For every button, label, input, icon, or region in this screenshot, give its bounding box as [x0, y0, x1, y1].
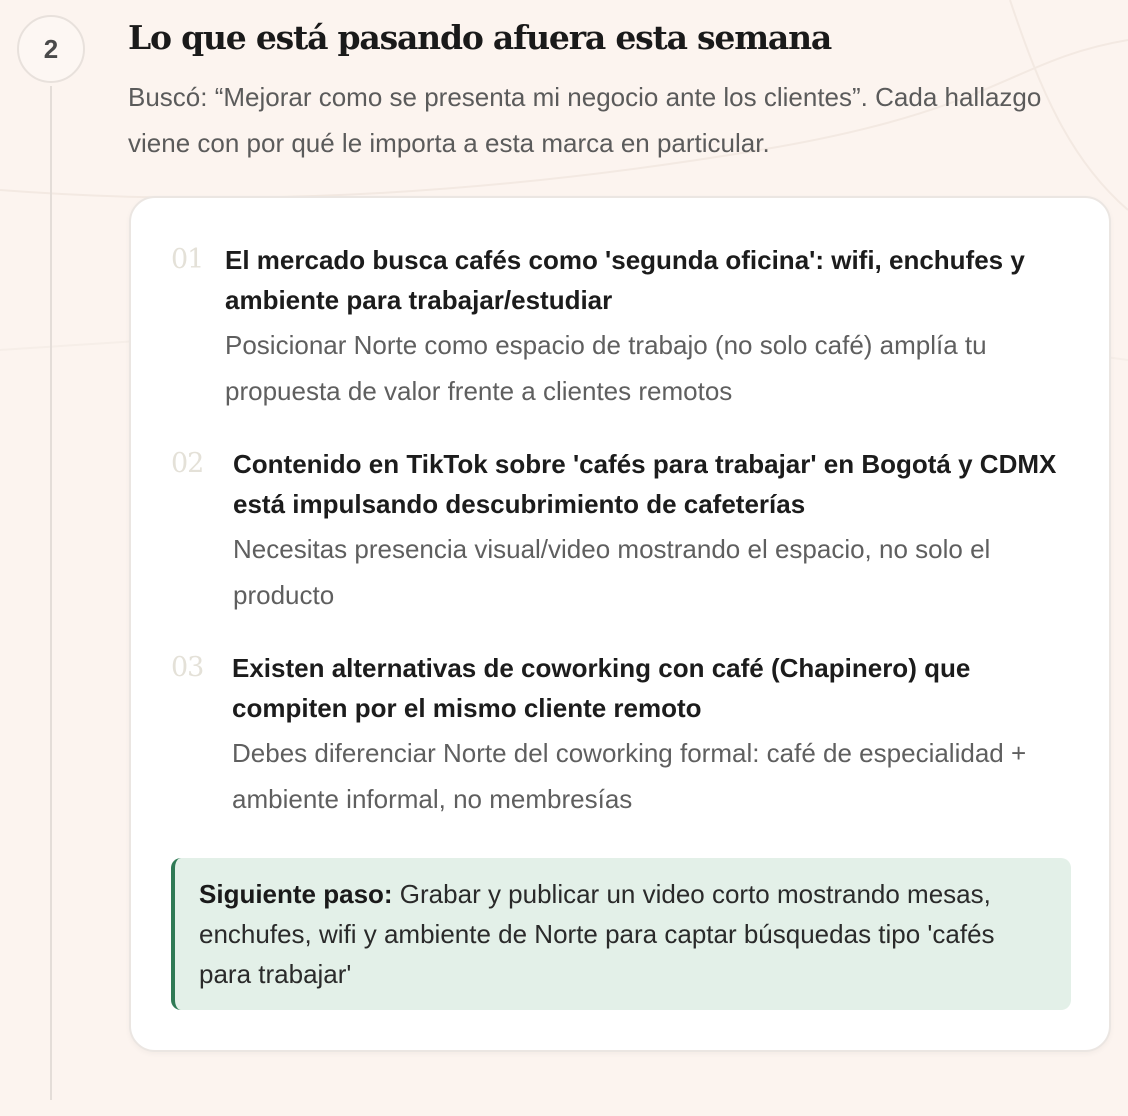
finding-item [171, 240, 1085, 414]
findings-card [129, 196, 1111, 1052]
finding-description: Debes diferenciar Norte del coworking formal: café de especialidad + ambiente informal, no membresías [232, 738, 1027, 814]
finding-number: 02 [171, 448, 204, 479]
finding-description: Posicionar Norte como espacio de trabajo (no solo café) amplía tu propuesta de valor frente a clientes remotos [225, 330, 987, 406]
finding-item [171, 444, 1083, 618]
next-step-label: Siguiente paso: [199, 879, 393, 909]
section-title: Lo que está pasando afuera esta semana [128, 18, 832, 57]
finding-description: Necesitas presencia visual/video mostrando el espacio, no solo el producto [233, 534, 991, 610]
finding-number: 03 [171, 652, 204, 683]
finding-number: 01 [171, 244, 204, 275]
finding-title: Contenido en TikTok sobre 'cafés para trabajar' en Bogotá y CDMX está impulsando descubrimiento de cafeterías [233, 449, 1057, 519]
finding-title: Existen alternativas de coworking con café (Chapinero) que compiten por el mismo cliente remoto [232, 653, 971, 723]
section-subtitle: Buscó: “Mejorar como se presenta mi negocio ante los clientes”. Cada hallazgo viene con por qué le importa a esta marca en particular. [128, 82, 1042, 158]
step-number-badge: 2 [17, 15, 85, 83]
next-step-text: Grabar y publicar un video corto mostrando mesas, enchufes, wifi y ambiente de Norte para captar búsquedas tipo 'cafés para trabajar' [199, 879, 995, 989]
finding-title: El mercado busca cafés como 'segunda oficina': wifi, enchufes y ambiente para trabajar/estudiar [225, 245, 1025, 315]
next-step-callout [171, 858, 1071, 1010]
finding-item [171, 648, 1082, 822]
timeline-connector [50, 86, 52, 1100]
